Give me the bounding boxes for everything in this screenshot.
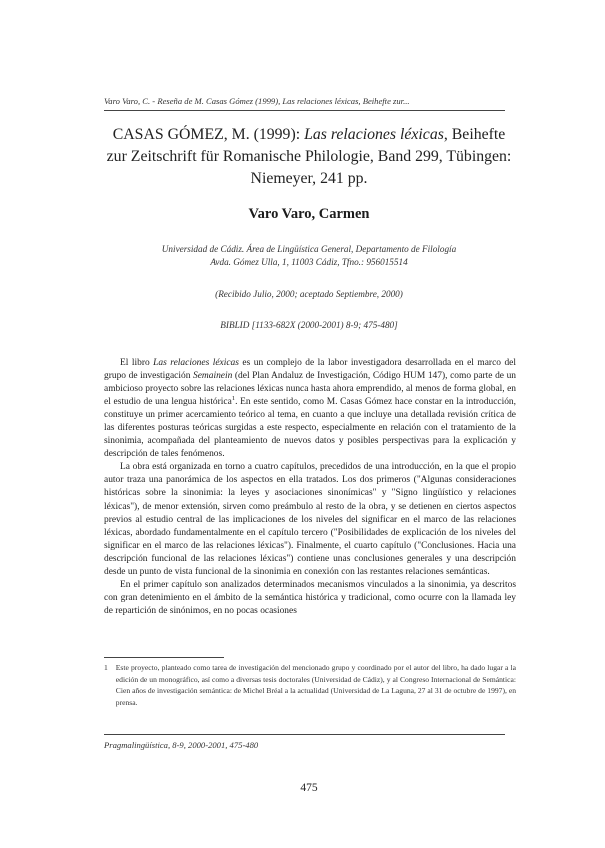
biblid-issn: BIBLID [1133-682X (2000-2001) 8-9; 475-480] bbox=[220, 320, 398, 330]
p1-book-title: Las relaciones léxicas bbox=[153, 358, 239, 368]
p1-text-a: El libro bbox=[120, 358, 154, 368]
header-rule bbox=[104, 110, 505, 111]
review-citation-title bbox=[104, 124, 514, 190]
received-dates: (Recibido Julio, 2000; aceptado Septiembre, 2000) bbox=[215, 289, 403, 299]
affiliation-line-2: Avda. Gómez Ulla, 1, 11003 Cádiz, Tfno.: 956015514 bbox=[210, 257, 408, 267]
paragraph-2: La obra está organizada en torno a cuatro capítulos, precedidos de una introducción, en la que el propio autor traza una panorámica de los aspectos en ella tratados. Los dos primeros ("Algunas consideraciones históricas sobre la sinonimia: la leyes y asociaciones sinonímicas" y "Signo lingüístico y relaciones léxicas"), de menor extensión, sirven como preámbulo al resto de la obra, y se detienen en ciertos aspectos previos al estudio central de las implicaciones de los niveles del significar en el marco de las relaciones léxicas, abordado fundamentalmente en el capítulo tercero ("Posibilidades de explicación de los niveles del significar en el marco de las relaciones léxicas"). Finalmente, el cuarto capítulo ("Conclusiones. Hacia una descripción funcional de las relaciones léxicas") contiene unas conclusiones generales y una descripción desde un punto de vista funcional de la sinonimia en conexión con las restantes relaciones semánticas. bbox=[104, 462, 516, 577]
p1-text-d: . En este sentido, como M. Casas Gómez hace constar en la introducción, constituye un primer acercamiento teórico al tema, en cuanto a que incluye una detallada revisión crítica de las diferentes posturas teóricas surgidas a este respecto, especialmente en relación con el tratamiento de la sinonimia, acompañada del planteamiento de nuevos datos y posibles perspectivas para la explicación y descripción de tales fenómenos. bbox=[104, 397, 516, 460]
book-title: Las relaciones léxicas bbox=[304, 126, 444, 143]
p1-text-c: (del Plan Andaluz de Investigación, Código HUM 147), como parte de un ambicioso proyecto sobre las relaciones léxicas nunca hasta ahora emprendido, al menos de forma global, en el estudio de una lengua histórica bbox=[104, 371, 517, 408]
p1-group-name: Semainein bbox=[193, 371, 233, 382]
reviewer-name: Varo Varo, Carmen bbox=[248, 206, 370, 222]
running-head: Varo Varo, C. - Reseña de M. Casas Gómez (1999), Las relaciones léxicas, Beihefte zur... bbox=[104, 96, 410, 106]
paragraph-3: En el primer capítulo son analizados determinados mecanismos vinculados a la sinonimia, ya descritos con gran detenimiento en el ámbito de la semántica histórica y tradicional, como ocurre con la llamada ley de repartición de sinónimos, en no pocas ocasiones bbox=[104, 579, 516, 616]
footnote-text: Este proyecto, planteado como tarea de investigación del mencionado grupo y coordinado por el autor del libro, ha dado lugar a la edición de un monográfico, así como a diversas tesis doctorales (Universidad de Cádiz), y al Congreso Internacional de Semántica: Cien años de investigación semántica: de Michel Bréal a la actualidad (Universidad de La Laguna, 27 al 31 de octubre de 1997), en prensa. bbox=[115, 663, 516, 707]
footer-rule bbox=[104, 734, 505, 735]
footnote bbox=[104, 662, 516, 708]
p1-text-b: es un complejo de la labor investigadora desarrollada en el marco del grupo de investigación bbox=[104, 358, 516, 382]
footnote-marker: 1 bbox=[231, 395, 236, 402]
paragraph-1 bbox=[104, 357, 516, 461]
citation-details: , Beihefte zur Zeitschrift für Romanische Philologie, Band 299, Tübingen: Niemeyer, 241 pp. bbox=[106, 126, 512, 187]
affiliation-line-1: Universidad de Cádiz. Área de Lingüística General, Departamento de Filología bbox=[161, 244, 457, 254]
footnote-rule bbox=[104, 657, 224, 658]
journal-info: Pragmalingüística, 8-9, 2000-2001, 475-480 bbox=[104, 740, 259, 750]
footnote-number: 1 bbox=[104, 663, 108, 672]
page-number: 475 bbox=[300, 782, 318, 794]
body-text bbox=[104, 357, 516, 618]
affiliation bbox=[104, 243, 514, 269]
citation-author: CASAS GÓMEZ, M. (1999): bbox=[112, 126, 301, 143]
